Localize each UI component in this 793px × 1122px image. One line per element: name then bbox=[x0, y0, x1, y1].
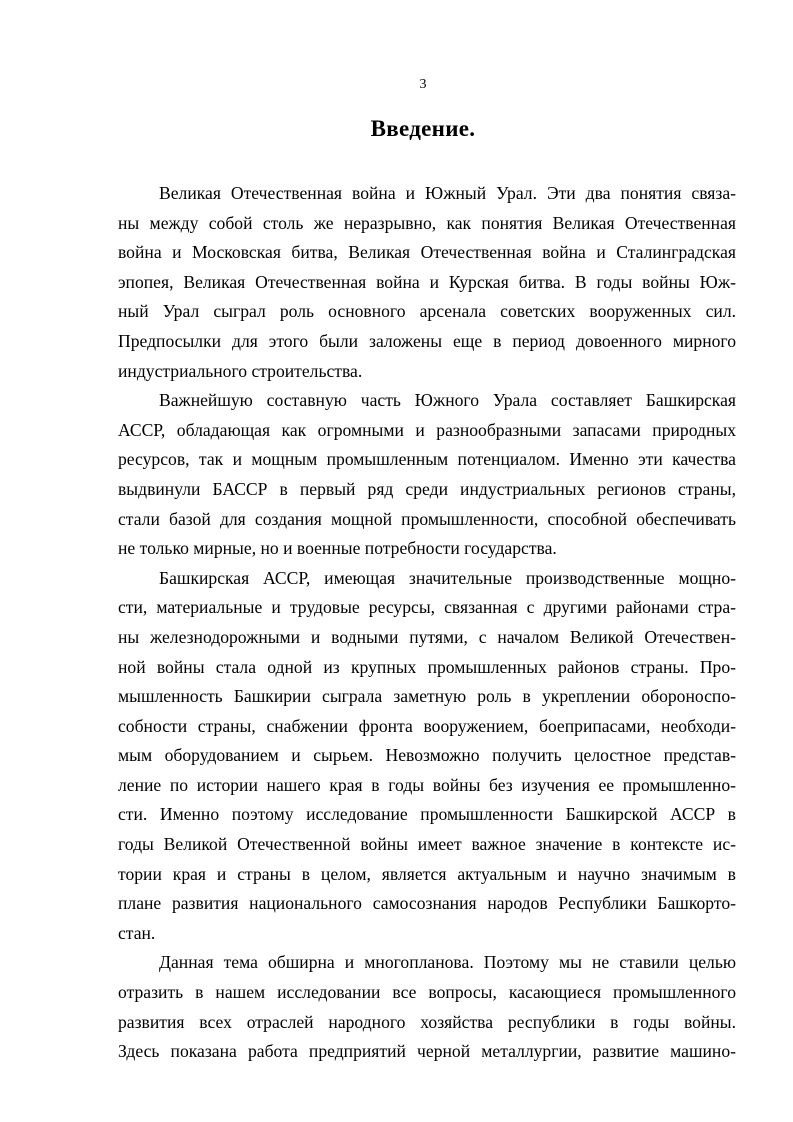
text-line: выдвинули БАССР в первый ряд среди индустриальных регионов страны, bbox=[118, 478, 736, 499]
text-line: стан. bbox=[118, 922, 156, 943]
text-line: сти, материальные и трудовые ресурсы, связанная с другими районами стра- bbox=[118, 597, 736, 618]
text-line: Важнейшую составную часть Южного Урала составляет Башкирская bbox=[159, 390, 736, 411]
paragraph-1 bbox=[118, 179, 736, 386]
text-line: мым оборудованием и сырьем. Невозможно получить целостное представ- bbox=[118, 745, 736, 766]
text-line: стали базой для создания мощной промышленности, способной обеспечивать bbox=[118, 508, 736, 529]
text-line: ной войны стала одной из крупных промышленных районов страны. Про- bbox=[118, 656, 736, 677]
text-line: Здесь показана работа предприятий черной металлургии, развитие машино- bbox=[118, 1041, 736, 1062]
page-title: Введение. bbox=[370, 116, 476, 141]
text-line: АССР, обладающая как огромными и разнообразными запасами природных bbox=[118, 419, 736, 440]
text-line: сти. Именно поэтому исследование промышленности Башкирской АССР в bbox=[118, 804, 736, 825]
paragraph-2 bbox=[118, 386, 736, 564]
body-text bbox=[118, 179, 736, 1067]
text-line: не только мирные, но и военные потребности государства. bbox=[118, 538, 557, 559]
text-line: годы Великой Отечественной войны имеет важное значение в контексте ис- bbox=[118, 834, 736, 855]
text-line: тории края и страны в целом, является актуальным и научно значимым в bbox=[118, 863, 736, 884]
paragraph-4 bbox=[118, 948, 736, 1066]
text-line: ресурсов, так и мощным промышленным потенциалом. Именно эти качества bbox=[118, 449, 736, 470]
page-number: 3 bbox=[419, 77, 427, 92]
text-line: плане развития национального самосознания народов Республики Башкорто- bbox=[118, 893, 736, 914]
text-line: Башкирская АССР, имеющая значительные производственные мощно- bbox=[159, 567, 736, 588]
text-line: война и Московская битва, Великая Отечественная война и Сталинградская bbox=[118, 242, 736, 263]
text-line: Данная тема обширна и многопланова. Поэтому мы не ставили целью bbox=[159, 952, 736, 973]
text-line: мышленность Башкирии сыграла заметную роль в укреплении обороноспо- bbox=[118, 686, 736, 707]
text-line: ны между собой столь же неразрывно, как понятия Великая Отечественная bbox=[118, 212, 736, 233]
text-line: ный Урал сыграл роль основного арсенала советских вооруженных сил. bbox=[118, 301, 736, 322]
paragraph-3 bbox=[118, 564, 736, 949]
text-line: Предпосылки для этого были заложены еще в период довоенного мирного bbox=[118, 330, 736, 351]
text-line: собности страны, снабжении фронта вооружением, боеприпасами, необходи- bbox=[118, 715, 736, 736]
text-line: Великая Отечественная война и Южный Урал. Эти два понятия связа- bbox=[159, 183, 736, 203]
text-line: отразить в нашем исследовании все вопросы, касающиеся промышленного bbox=[118, 982, 736, 1003]
text-line: ны железнодорожными и водными путями, с началом Великой Отечествен- bbox=[118, 626, 736, 647]
text-line: индустриального строительства. bbox=[118, 360, 363, 381]
text-line: эпопея, Великая Отечественная война и Курская битва. В годы войны Юж- bbox=[118, 271, 736, 292]
text-line: развития всех отраслей народного хозяйства республики в годы войны. bbox=[118, 1011, 736, 1032]
text-line: ление по истории нашего края в годы войны без изучения ее промышленно- bbox=[118, 774, 736, 795]
